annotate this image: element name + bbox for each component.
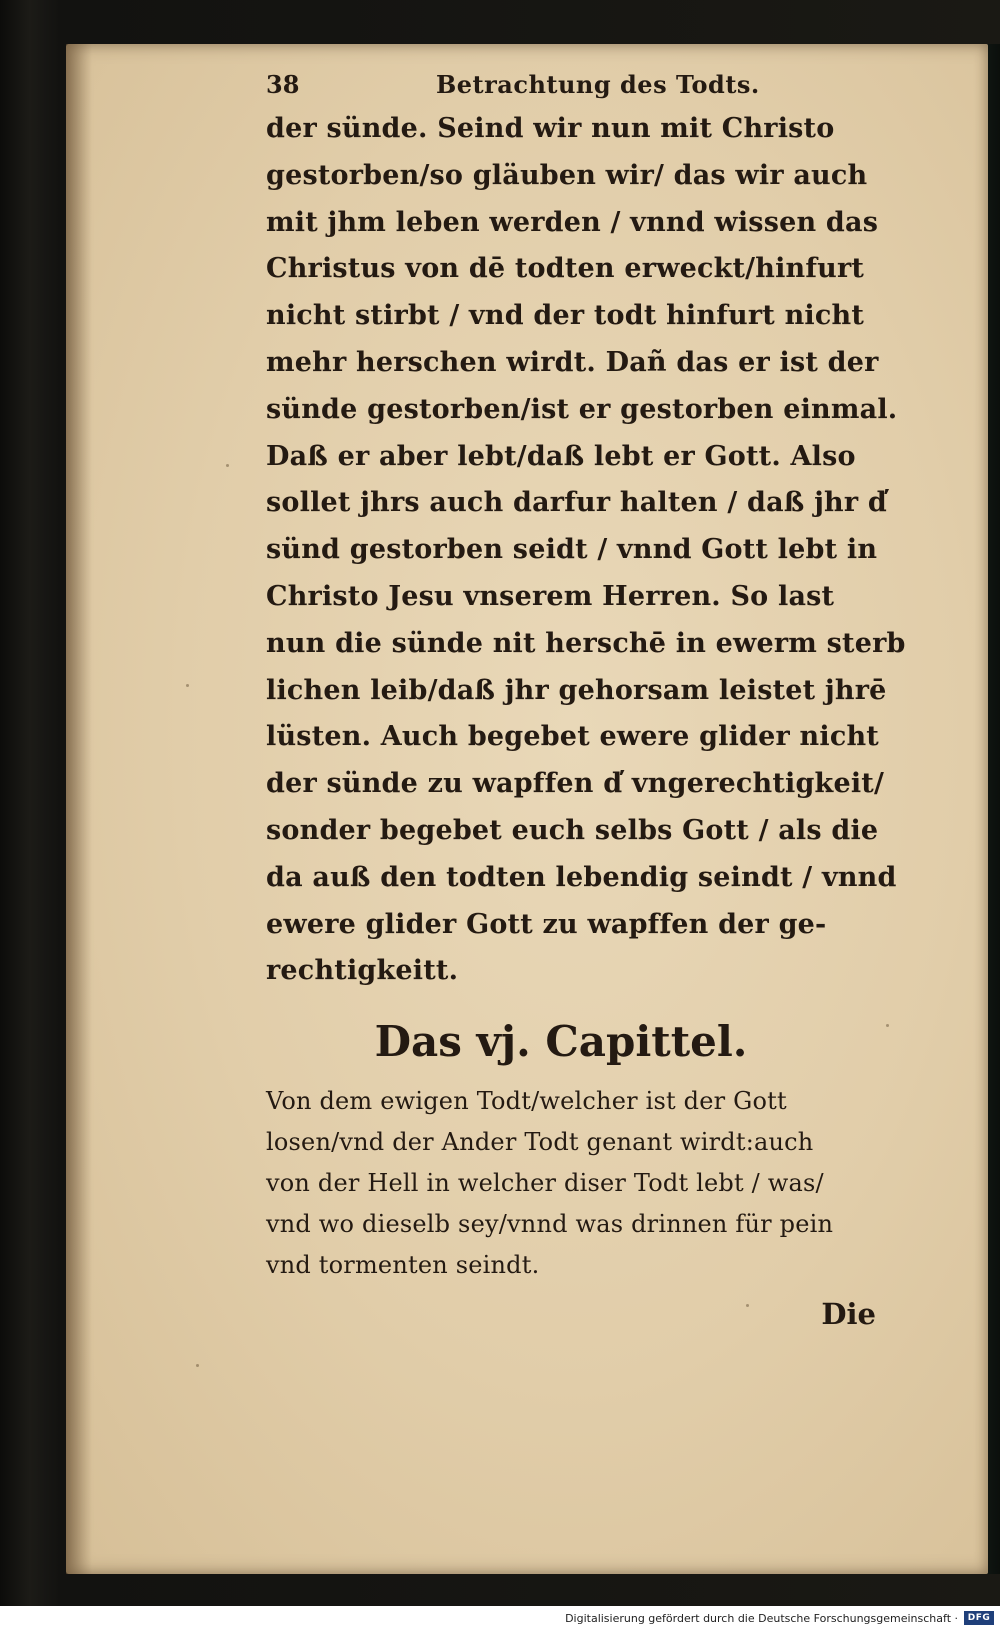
- body-line: sonder begebet euch selbs Gott / als die: [266, 814, 879, 846]
- body-line: mit jhm leben werden / vnnd wissen das: [266, 206, 879, 238]
- body-line: sünd gestorben seidt / vnnd Gott lebt in: [266, 534, 878, 566]
- dfg-logo: DFG: [964, 1611, 994, 1625]
- body-line: nun die sünde nit herschē in ewerm sterb: [266, 627, 906, 659]
- summary-line: von der Hell in welcher diser Todt lebt / was/: [266, 1169, 824, 1198]
- body-line: sünde gestorben/ist er gestorben einmal.: [266, 393, 898, 425]
- page-number: 38: [266, 70, 300, 99]
- body-line: Daß er aber lebt/daß lebt er Gott. Also: [266, 440, 856, 472]
- summary-line: vnd wo dieselb sey/vnnd was drinnen für pein: [266, 1210, 834, 1239]
- summary-line: losen/vnd der Ander Todt genant wirdt:auch: [266, 1128, 814, 1157]
- paper-fleck: [196, 1364, 199, 1367]
- body-line: sollet jhrs auch darfur halten / daß jhr d̕: [266, 487, 887, 519]
- body-line: gestorben/so gläuben wir/ das wir auch: [266, 159, 868, 191]
- body-line: mehr herschen wirdt. Dañ das er ist der: [266, 346, 879, 378]
- paper-fleck: [186, 684, 189, 687]
- body-line: rechtigkeitt.: [266, 955, 459, 987]
- running-title: Betrachtung des Todts.: [436, 70, 760, 99]
- footer-credit: Digitalisierung gefördert durch die Deutsche Forschungsgemeinschaft ·: [565, 1612, 958, 1625]
- catchword: Die: [821, 1297, 876, 1332]
- body-line: Christus von dē todten erweckt/hinfurt: [266, 253, 865, 285]
- body-line: der sünde zu wapffen d̕ vngerechtigkeit/: [266, 768, 885, 800]
- page-text: [266, 62, 906, 1336]
- body-line: der sünde. Seind wir nun mit Christo: [266, 113, 835, 144]
- summary-line: Von dem ewigen Todt/welcher ist der Gott: [266, 1087, 787, 1116]
- body-line: nicht stirbt / vnd der todt hinfurt nicht: [266, 300, 864, 332]
- body-line: lichen leib/daß jhr gehorsam leistet jhrē: [266, 674, 887, 706]
- digitization-footer: [0, 1606, 1000, 1633]
- running-head: [266, 62, 896, 106]
- chapter-heading: Das vj. Capittel.: [374, 1017, 748, 1067]
- page-gutter-shadow: [66, 44, 92, 1574]
- body-text: [266, 106, 906, 995]
- body-line: lüsten. Auch begebet ewere glider nicht: [266, 721, 879, 753]
- body-line: da auß den todten lebendig seindt / vnnd: [266, 861, 897, 893]
- summary-line: vnd tormenten seindt.: [266, 1251, 540, 1280]
- body-line: ewere glider Gott zu wapffen der ge-: [266, 908, 827, 940]
- chapter-summary: [266, 1081, 896, 1286]
- paper-fleck: [226, 464, 229, 467]
- body-line: Christo Jesu vnserem Herren. So last: [266, 580, 835, 612]
